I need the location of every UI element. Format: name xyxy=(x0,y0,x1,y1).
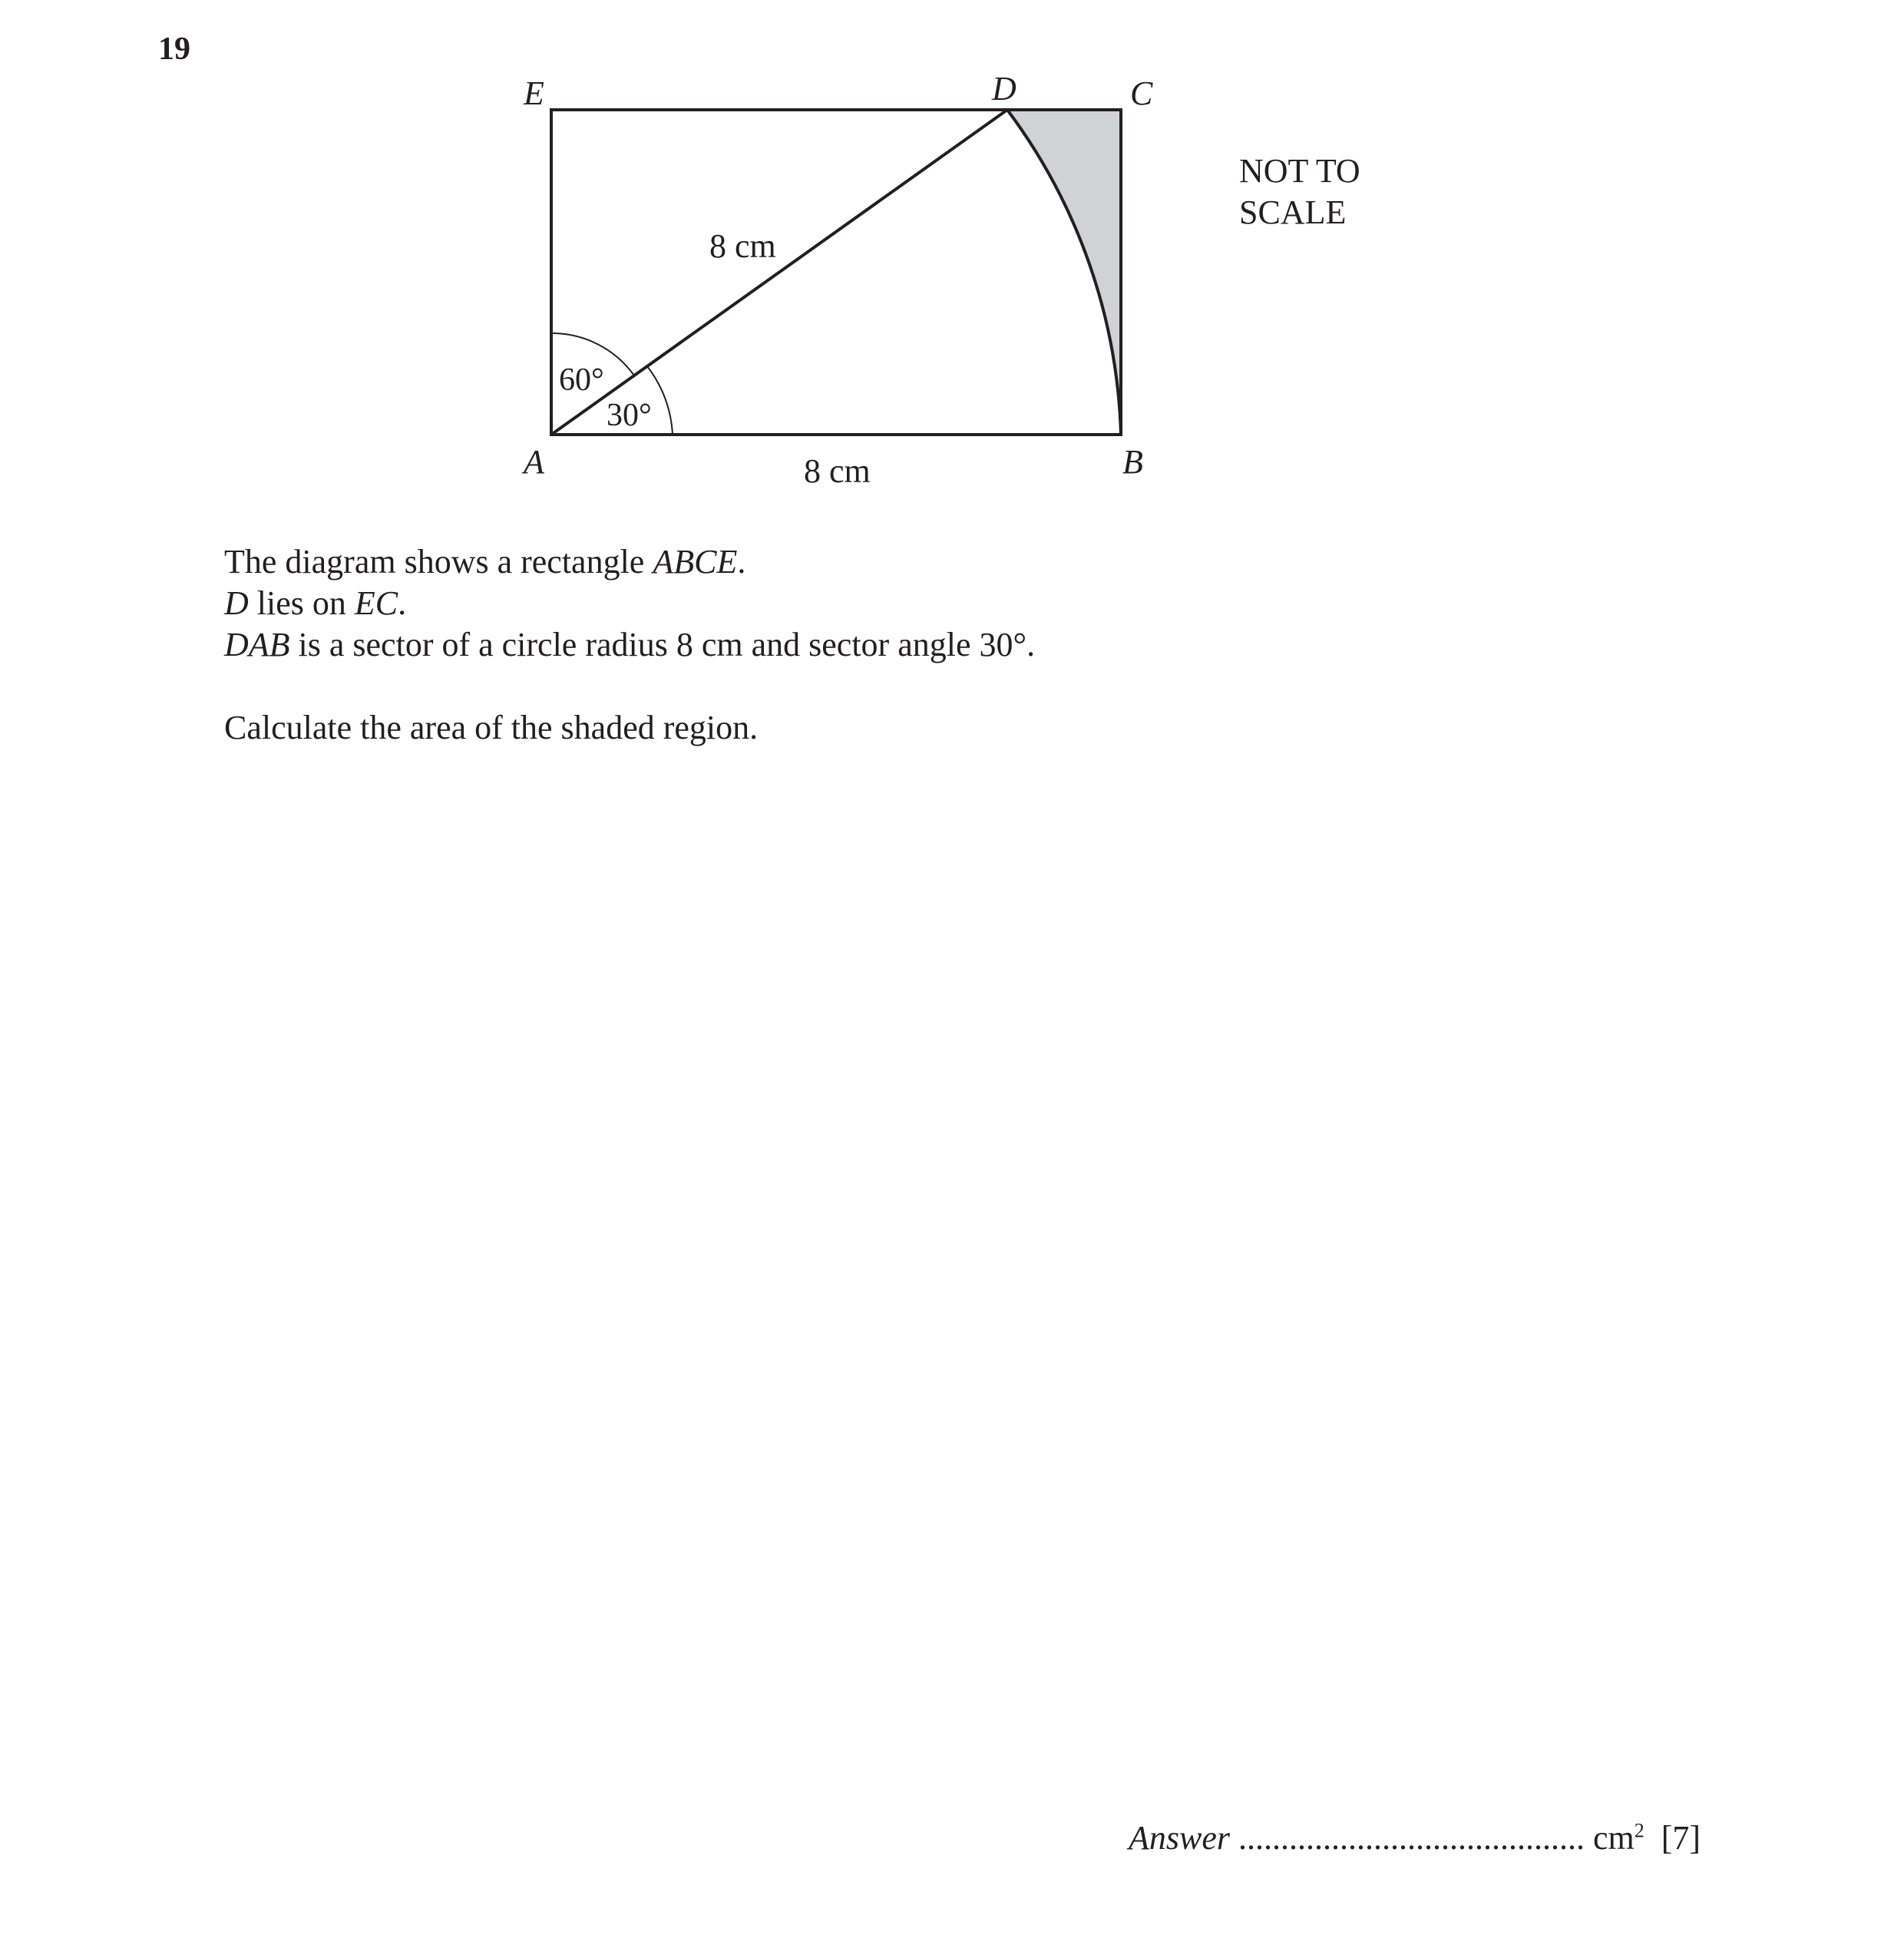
vertex-label-D: D xyxy=(992,70,1016,108)
text-line-sector xyxy=(224,624,1035,666)
question-number: 19 xyxy=(158,31,190,67)
text-fragment-italic: ABCE xyxy=(653,543,738,580)
instruction-text: Calculate the area of the shaded region. xyxy=(224,709,759,746)
vertex-label-A: A xyxy=(524,443,544,481)
answer-unit xyxy=(1593,1819,1645,1857)
length-label-AD: 8 cm xyxy=(709,227,776,265)
rectangle-ABCE xyxy=(551,110,1121,435)
text-line-d-lies-on xyxy=(224,583,406,624)
angle-label-30: 30° xyxy=(607,398,652,433)
vertex-label-E: E xyxy=(524,74,544,112)
text-fragment-italic: EC xyxy=(354,584,398,622)
text-fragment: lies on xyxy=(248,584,355,622)
text-fragment-italic: D xyxy=(224,584,249,622)
answer-label: Answer xyxy=(1129,1819,1230,1857)
vertex-label-C: C xyxy=(1130,74,1153,112)
text-line-rectangle xyxy=(224,541,745,583)
angle-label-60: 60° xyxy=(559,362,604,398)
text-fragment: . xyxy=(398,584,407,622)
text-fragment: . xyxy=(737,543,746,580)
segment-AD xyxy=(551,110,1007,435)
unit-text: cm xyxy=(1593,1819,1635,1857)
not-to-scale-line-1: NOT TO xyxy=(1239,152,1360,190)
answer-dots[interactable]: ......................................... xyxy=(1238,1819,1585,1857)
unit-power: 2 xyxy=(1634,1819,1645,1842)
text-fragment-italic: DAB xyxy=(224,626,290,663)
text-fragment: The diagram shows a rectangle xyxy=(224,543,653,580)
answer-line xyxy=(1129,1818,1701,1857)
length-label-AB: 8 cm xyxy=(804,452,871,490)
shaded-region xyxy=(1007,110,1121,435)
not-to-scale-line-2: SCALE xyxy=(1239,194,1347,231)
geometry-diagram xyxy=(0,0,1904,538)
marks: [7] xyxy=(1661,1819,1701,1857)
text-fragment: is a sector of a circle radius 8 cm and sector angle 30°. xyxy=(289,626,1036,663)
vertex-label-B: B xyxy=(1122,443,1143,481)
not-to-scale-note xyxy=(1239,150,1360,233)
